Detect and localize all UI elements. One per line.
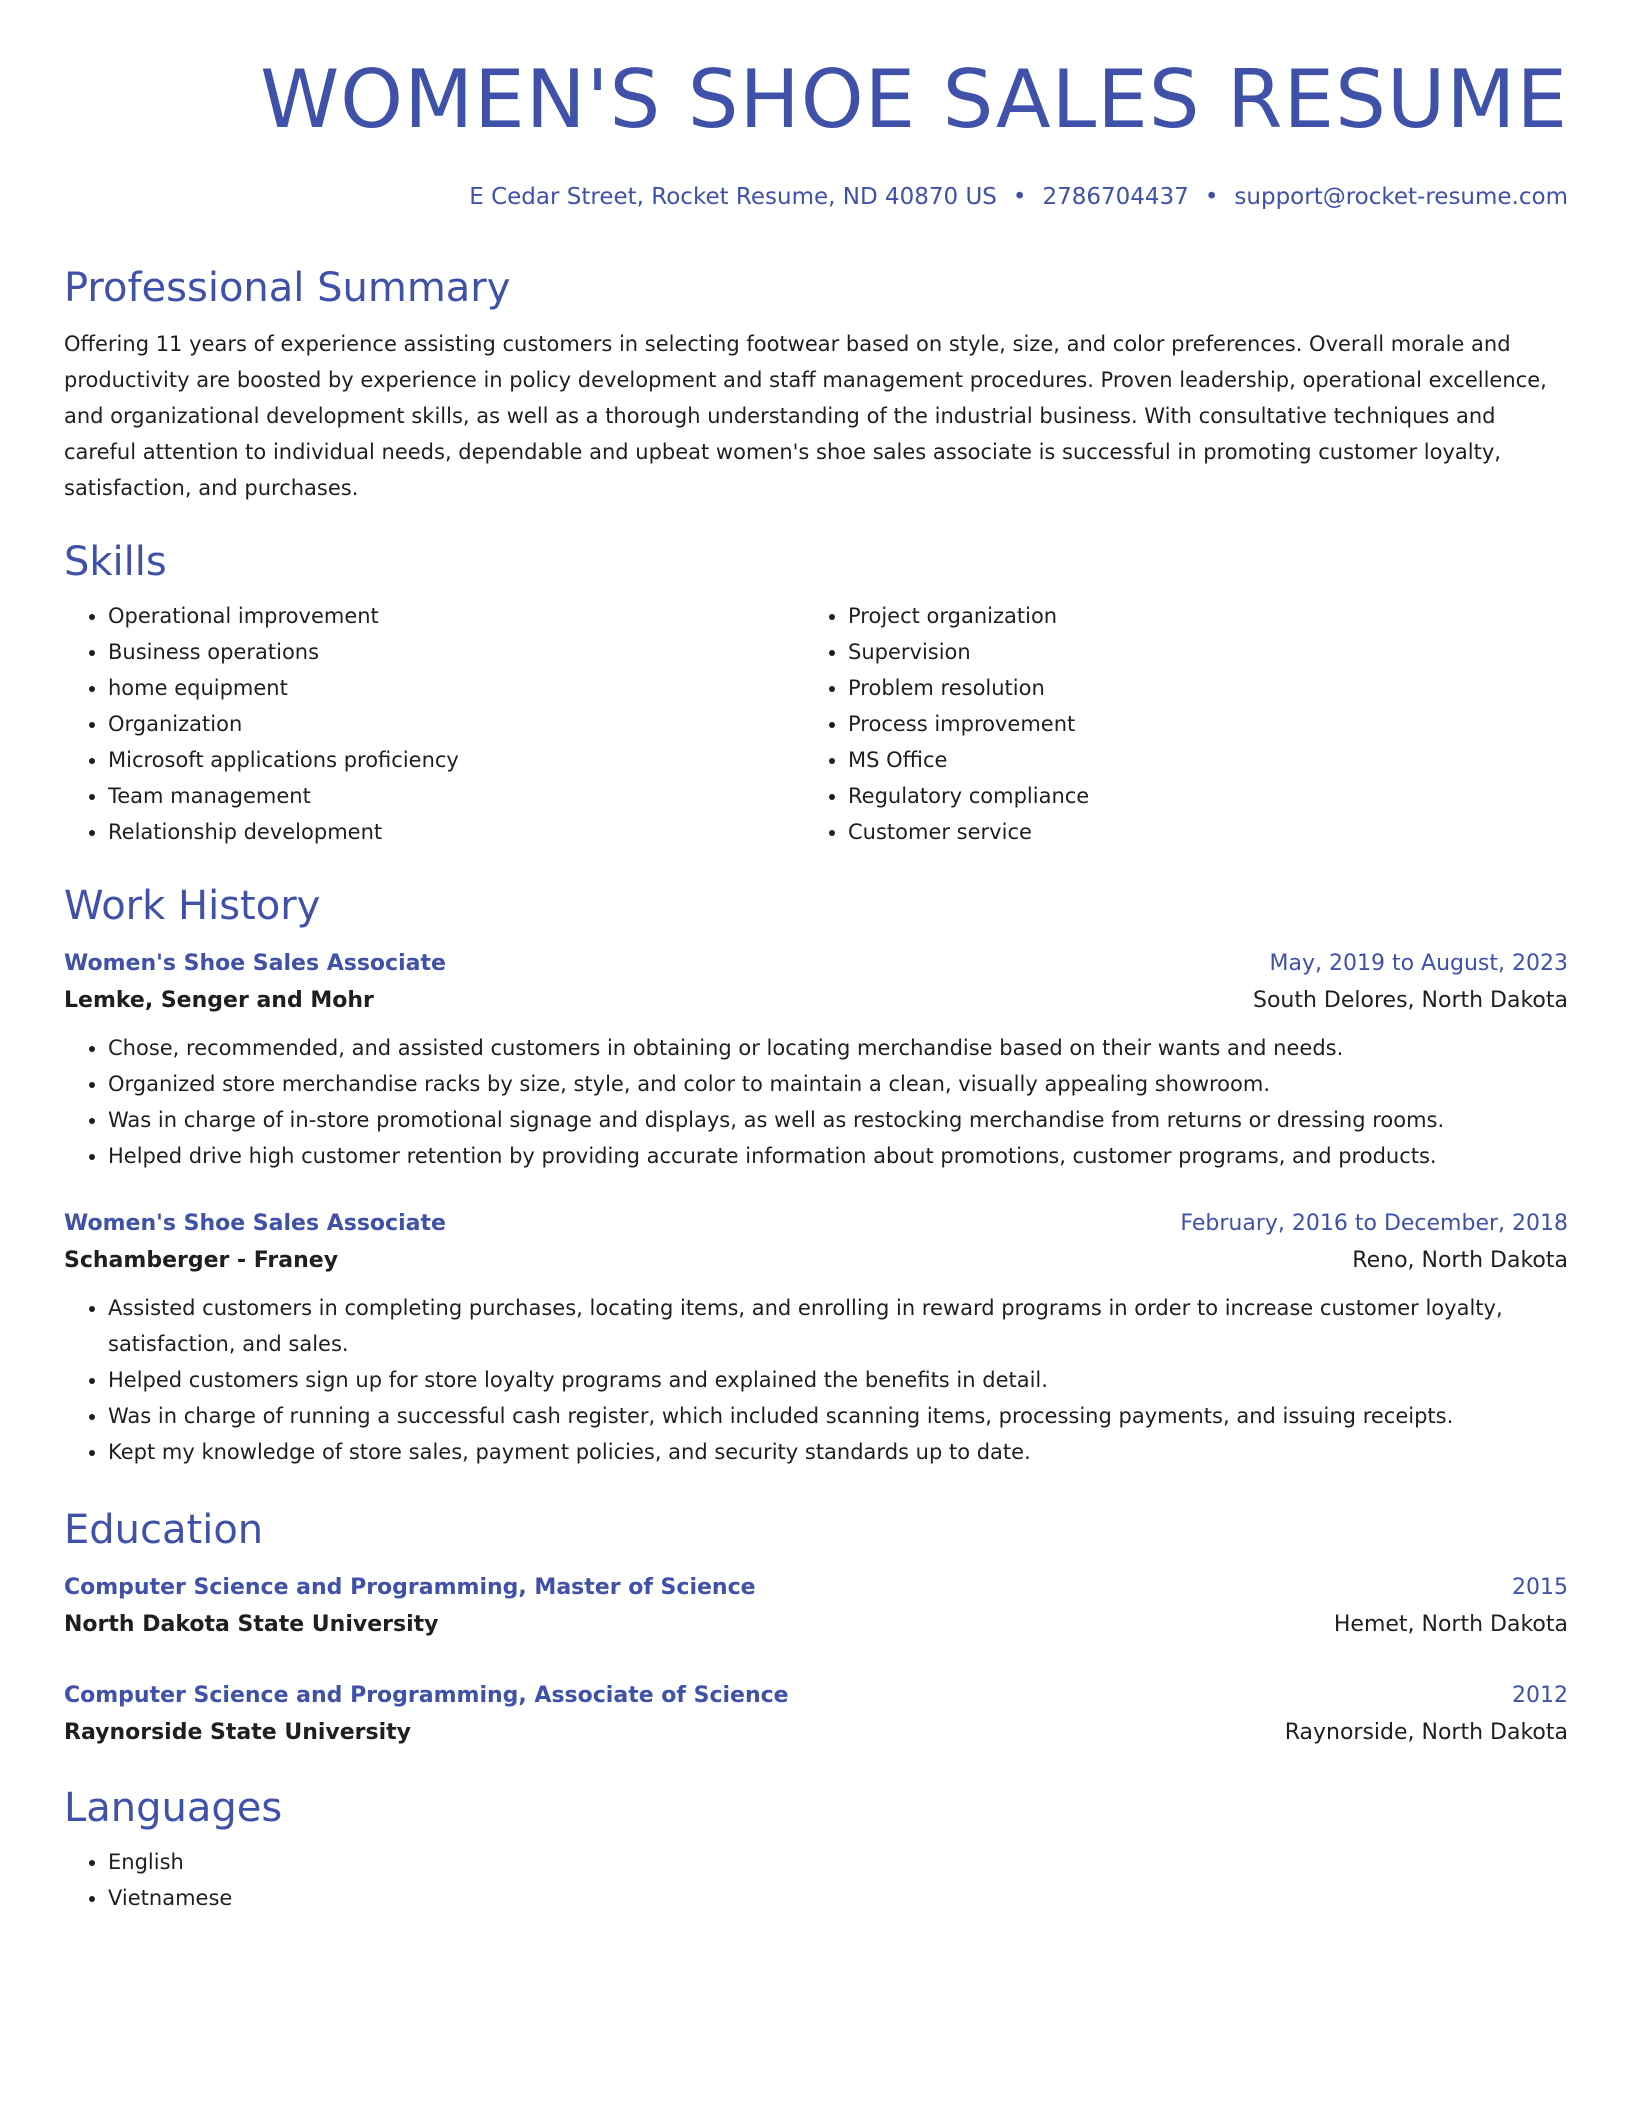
summary-heading: Professional Summary (64, 265, 511, 311)
resume-title: WOMEN'S SHOE SALES RESUME (260, 53, 1568, 146)
duty-item: • Was in charge of running a successful cash register, which included scanning items, processing payments, and issuing receipts. (108, 1398, 1568, 1434)
skill-item: • Team management (108, 778, 804, 814)
company-name: Lemke, Senger and Mohr (64, 988, 374, 1013)
company-name: Schamberger - Franey (64, 1248, 339, 1273)
skills-column-left (64, 598, 804, 850)
phone: 2786704437 (1042, 184, 1189, 210)
skills-list (64, 598, 1568, 850)
job-location: South Delores, North Dakota (1253, 988, 1568, 1013)
job-location: Reno, North Dakota (1352, 1248, 1568, 1273)
skills-heading: Skills (64, 539, 167, 585)
job-entry (64, 946, 1568, 1174)
school-location: Raynorside, North Dakota (1284, 1720, 1568, 1745)
skills-column-right (804, 598, 1544, 850)
skill-item: • Project organization (848, 598, 1544, 634)
duty-item: • Helped drive high customer retention by providing accurate information about promotions, customer programs, and products. (108, 1138, 1568, 1174)
languages-heading: Languages (64, 1785, 283, 1831)
duty-item: • Assisted customers in completing purchases, locating items, and enrolling in reward programs in order to increase customer loyalty, satisfaction, and sales. (108, 1290, 1568, 1362)
graduation-year: 2015 (1512, 1575, 1568, 1600)
skill-item: • Relationship development (108, 814, 804, 850)
education-entry (64, 1678, 1568, 1752)
skill-item: • Process improvement (848, 706, 1544, 742)
separator-dot: • (1204, 184, 1219, 210)
skill-item: • Supervision (848, 634, 1544, 670)
skill-item: • Organization (108, 706, 804, 742)
duty-item: • Chose, recommended, and assisted customers in obtaining or locating merchandise based on their wants and needs. (108, 1030, 1568, 1066)
job-dates: May, 2019 to August, 2023 (1269, 951, 1568, 976)
skill-item: • Operational improvement (108, 598, 804, 634)
job-duties (64, 1030, 1568, 1174)
job-title: Women's Shoe Sales Associate (64, 951, 446, 976)
duty-item: • Organized store merchandise racks by size, style, and color to maintain a clean, visually appealing showroom. (108, 1066, 1568, 1102)
degree-title: Computer Science and Programming, Associate of Science (64, 1683, 789, 1708)
education-entry (64, 1570, 1568, 1644)
address: E Cedar Street, Rocket Resume, ND 40870 US (469, 184, 997, 210)
job-duties (64, 1290, 1568, 1470)
language-item: • Vietnamese (108, 1880, 1568, 1916)
degree-title: Computer Science and Programming, Master of Science (64, 1575, 756, 1600)
graduation-year: 2012 (1512, 1683, 1568, 1708)
job-title: Women's Shoe Sales Associate (64, 1211, 446, 1236)
education-heading: Education (64, 1507, 264, 1553)
contact-line (64, 180, 1568, 214)
duty-item: • Helped customers sign up for store loyalty programs and explained the benefits in detail. (108, 1362, 1568, 1398)
summary-text: Offering 11 years of experience assisting customers in selecting footwear based on style, size, and color preferences. Overall morale and productivity are boosted by experience in policy development and staff management procedures. Proven leadership, operational excellence, and organizational development skills, as well as a thorough understanding of the industrial business. With consultative techniques and careful attention to individual needs, dependable and upbeat women's shoe sales associate is successful in promoting customer loyalty, satisfaction, and purchases. (64, 332, 1547, 500)
language-item: • English (108, 1844, 1568, 1880)
skill-item: • Problem resolution (848, 670, 1544, 706)
skill-item: • Microsoft applications proficiency (108, 742, 804, 778)
skill-item: • MS Office (848, 742, 1544, 778)
languages-list (64, 1844, 1568, 1916)
skill-item: • home equipment (108, 670, 804, 706)
duty-item: • Kept my knowledge of store sales, payment policies, and security standards up to date. (108, 1434, 1568, 1470)
school-location: Hemet, North Dakota (1333, 1612, 1568, 1637)
job-entry (64, 1206, 1568, 1470)
school-name: Raynorside State University (64, 1720, 412, 1745)
skill-item: • Regulatory compliance (848, 778, 1544, 814)
duty-item: • Was in charge of in-store promotional signage and displays, as well as restocking merchandise from returns or dressing rooms. (108, 1102, 1568, 1138)
skill-item: • Business operations (108, 634, 804, 670)
email-link[interactable]: support@rocket-resume.com (1234, 184, 1568, 210)
separator-dot: • (1012, 184, 1027, 210)
job-dates: February, 2016 to December, 2018 (1180, 1211, 1568, 1236)
skill-item: • Customer service (848, 814, 1544, 850)
school-name: North Dakota State University (64, 1612, 439, 1637)
work-history-heading: Work History (64, 883, 321, 929)
